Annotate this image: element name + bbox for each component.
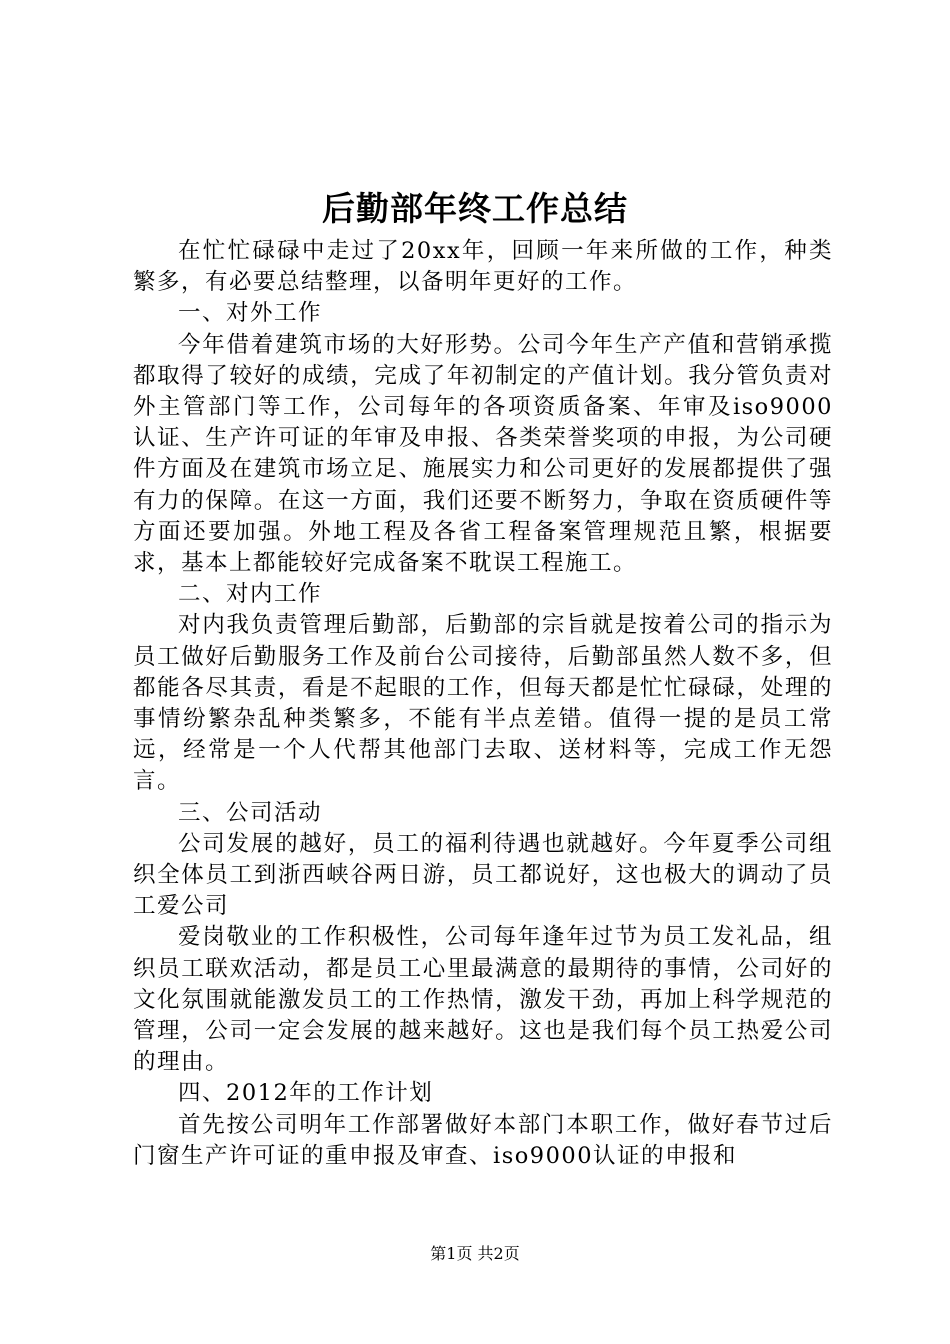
page-footer: 第1页 共2页 — [430, 1244, 520, 1263]
paragraph-external-work: 今年借着建筑市场的大好形势。公司今年生产产值和营销承揽都取得了较好的成绩，完成了年初制定的产值计划。我分管负责对外主管部门等工作，公司每年的各项资质备案、年审及iso9000认证、生产许可证的年审及申报、各类荣誉奖项的申报，为公司硬件方面及在建筑市场立足、施展实力和公司更好的发展都提供了强有力的保障。在这一方面，我们还要不断努力，争取在资质硬件等方面还要加强。外地工程及各省工程备案管理规范且繁，根据要求，基本上都能较好完成备案不耽误工程施工。 — [133, 331, 833, 577]
paragraph-intro: 在忙忙碌碌中走过了20xx年，回顾一年来所做的工作，种类繁多，有必要总结整理，以备明年更好的工作。 — [133, 238, 833, 296]
document-body — [133, 236, 833, 1172]
document-title: 后勤部年终工作总结 — [322, 189, 628, 228]
section-heading-plan: 四、2012年的工作计划 — [178, 1080, 434, 1107]
section-heading-external: 一、对外工作 — [178, 300, 323, 327]
paragraph-activities-1: 公司发展的越好，员工的福利待遇也就越好。今年夏季公司组织全体员工到浙西峡谷两日游，员工都说好，这也极大的调动了员工爱公司 — [133, 830, 833, 920]
paragraph-internal-work: 对内我负责管理后勤部，后勤部的宗旨就是按着公司的指示为员工做好后勤服务工作及前台公司接待，后勤部虽然人数不多，但都能各尽其责，看是不起眼的工作，但每天都是忙忙碌碌，处理的事情纷繁杂乱种类繁多，不能有半点差错。值得一提的是员工常远，经常是一个人代帮其他部门去取、送材料等，完成工作无怨言。 — [133, 612, 833, 795]
section-heading-activities: 三、公司活动 — [178, 799, 323, 826]
paragraph-plan: 首先按公司明年工作部署做好本部门本职工作，做好春节过后门窗生产许可证的重申报及审查、iso9000认证的申报和 — [133, 1111, 833, 1169]
section-heading-internal: 二、对内工作 — [178, 581, 323, 608]
paragraph-activities-2: 爱岗敬业的工作积极性，公司每年逢年过节为员工发礼品，组织员工联欢活动，都是员工心里最满意的最期待的事情，公司好的文化氛围就能激发员工的工作热情，激发干劲，再加上科学规范的管理，公司一定会发展的越来越好。这也是我们每个员工热爱公司的理由。 — [133, 924, 833, 1076]
